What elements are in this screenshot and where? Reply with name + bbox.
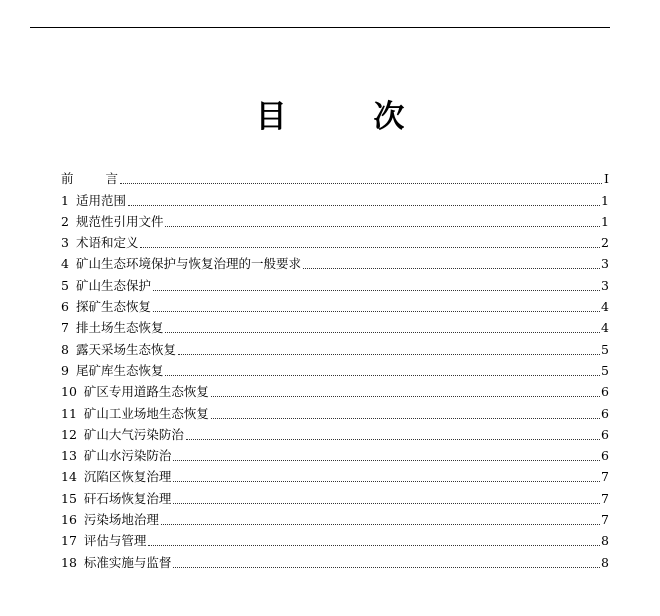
toc-entry-page: 6 — [601, 426, 609, 442]
toc-entry-number: 18 — [61, 554, 77, 570]
toc-entry-3[interactable] — [61, 230, 609, 251]
toc-entry-page: 4 — [601, 299, 609, 315]
toc-entry-title: 适用范围 — [75, 192, 126, 208]
page-title: 目 次 — [255, 99, 443, 135]
dot-leader — [165, 332, 600, 333]
dot-leader — [303, 268, 600, 269]
toc-entry-title: 矿区专用道路生态恢复 — [83, 384, 209, 400]
toc-entry-title: 规范性引用文件 — [75, 213, 164, 229]
toc-entry-number: 16 — [61, 512, 77, 528]
toc-entry-14[interactable] — [61, 464, 609, 485]
header-rule — [30, 27, 610, 28]
toc-entry-page: 3 — [601, 277, 609, 293]
dot-leader — [165, 375, 600, 376]
toc-entry-18[interactable] — [61, 549, 609, 570]
toc-entry-page: 8 — [601, 533, 609, 549]
dot-leader — [161, 524, 600, 525]
toc-entry-page: 1 — [601, 213, 609, 229]
toc-entry-title: 污染场地治理 — [83, 512, 159, 528]
toc-entry-page: 5 — [601, 341, 609, 357]
toc-entry-17[interactable] — [61, 528, 609, 549]
toc-entry-8[interactable] — [61, 336, 609, 357]
toc-entry-title: 术语和定义 — [75, 235, 139, 251]
toc-entry-5[interactable] — [61, 272, 609, 293]
toc-entry-title: 矸石场恢复治理 — [83, 490, 172, 506]
toc-entry-title: 矿山生态环境保护与恢复治理的一般要求 — [75, 256, 301, 272]
dot-leader — [211, 396, 600, 397]
dot-leader — [148, 545, 600, 546]
toc-entry-number: 13 — [61, 448, 77, 464]
toc-entry-page: 6 — [601, 384, 609, 400]
table-of-contents — [61, 166, 609, 571]
toc-entry-page: 7 — [601, 512, 609, 528]
toc-entry-number: 17 — [61, 533, 77, 549]
toc-entry-13[interactable] — [61, 443, 609, 464]
dot-leader — [165, 226, 600, 227]
toc-entry-7[interactable] — [61, 315, 609, 336]
toc-entry-number: 9 — [61, 362, 69, 378]
toc-entry-page: 5 — [601, 362, 609, 378]
dot-leader — [128, 205, 600, 206]
toc-entry-10[interactable] — [61, 379, 609, 400]
toc-entry-9[interactable] — [61, 358, 609, 379]
toc-entry-title: 沉陷区恢复治理 — [83, 469, 172, 485]
toc-entry-page: 1 — [601, 192, 609, 208]
dot-leader — [211, 418, 600, 419]
toc-entry-page: 6 — [601, 405, 609, 421]
toc-entry-preface[interactable] — [61, 166, 609, 187]
toc-entry-number: 1 — [61, 192, 69, 208]
toc-entry-4[interactable] — [61, 251, 609, 272]
toc-entry-number: 5 — [61, 277, 69, 293]
toc-entry-page: 3 — [601, 256, 609, 272]
dot-leader — [178, 354, 600, 355]
toc-entry-number: 6 — [61, 299, 69, 315]
toc-entry-number: 4 — [61, 256, 69, 272]
toc-entry-page: 4 — [601, 320, 609, 336]
toc-entry-title: 排土场生态恢复 — [75, 320, 164, 336]
toc-entry-number: 2 — [61, 213, 69, 229]
toc-entry-title: 矿山生态保护 — [75, 277, 151, 293]
toc-entry-title: 尾矿库生态恢复 — [75, 362, 164, 378]
toc-entry-16[interactable] — [61, 507, 609, 528]
toc-entry-15[interactable] — [61, 485, 609, 506]
toc-entry-number: 10 — [61, 384, 77, 400]
toc-entry-title: 矿山水污染防治 — [83, 448, 172, 464]
toc-entry-title: 标准实施与监督 — [83, 554, 172, 570]
toc-entry-number: 11 — [61, 405, 77, 421]
toc-entry-11[interactable] — [61, 400, 609, 421]
toc-entry-page: 6 — [601, 448, 609, 464]
toc-entry-title: 评估与管理 — [83, 533, 147, 549]
toc-entry-title: 矿山工业场地生态恢复 — [83, 405, 209, 421]
toc-entry-number: 15 — [61, 490, 77, 506]
dot-leader — [186, 439, 600, 440]
toc-entry-page: 7 — [601, 490, 609, 506]
toc-entry-2[interactable] — [61, 209, 609, 230]
toc-entry-number: 3 — [61, 235, 69, 251]
toc-entry-page: 7 — [601, 469, 609, 485]
dot-leader — [140, 247, 600, 248]
toc-entry-title: 前 言 — [61, 171, 132, 187]
toc-entry-page: I — [604, 171, 609, 187]
dot-leader — [173, 460, 600, 461]
dot-leader — [120, 183, 602, 184]
toc-entry-title: 矿山大气污染防治 — [83, 426, 184, 442]
toc-entry-1[interactable] — [61, 187, 609, 208]
dot-leader — [173, 567, 600, 568]
toc-entry-title: 探矿生态恢复 — [75, 299, 151, 315]
dot-leader — [153, 311, 600, 312]
dot-leader — [153, 290, 600, 291]
toc-entry-number: 14 — [61, 469, 77, 485]
dot-leader — [173, 481, 600, 482]
toc-entry-title: 露天采场生态恢复 — [75, 341, 176, 357]
toc-entry-page: 2 — [601, 235, 609, 251]
toc-entry-number: 12 — [61, 426, 77, 442]
toc-entry-page: 8 — [601, 554, 609, 570]
dot-leader — [173, 503, 600, 504]
toc-entry-12[interactable] — [61, 422, 609, 443]
toc-entry-number: 8 — [61, 341, 69, 357]
toc-entry-6[interactable] — [61, 294, 609, 315]
toc-entry-number: 7 — [61, 320, 69, 336]
